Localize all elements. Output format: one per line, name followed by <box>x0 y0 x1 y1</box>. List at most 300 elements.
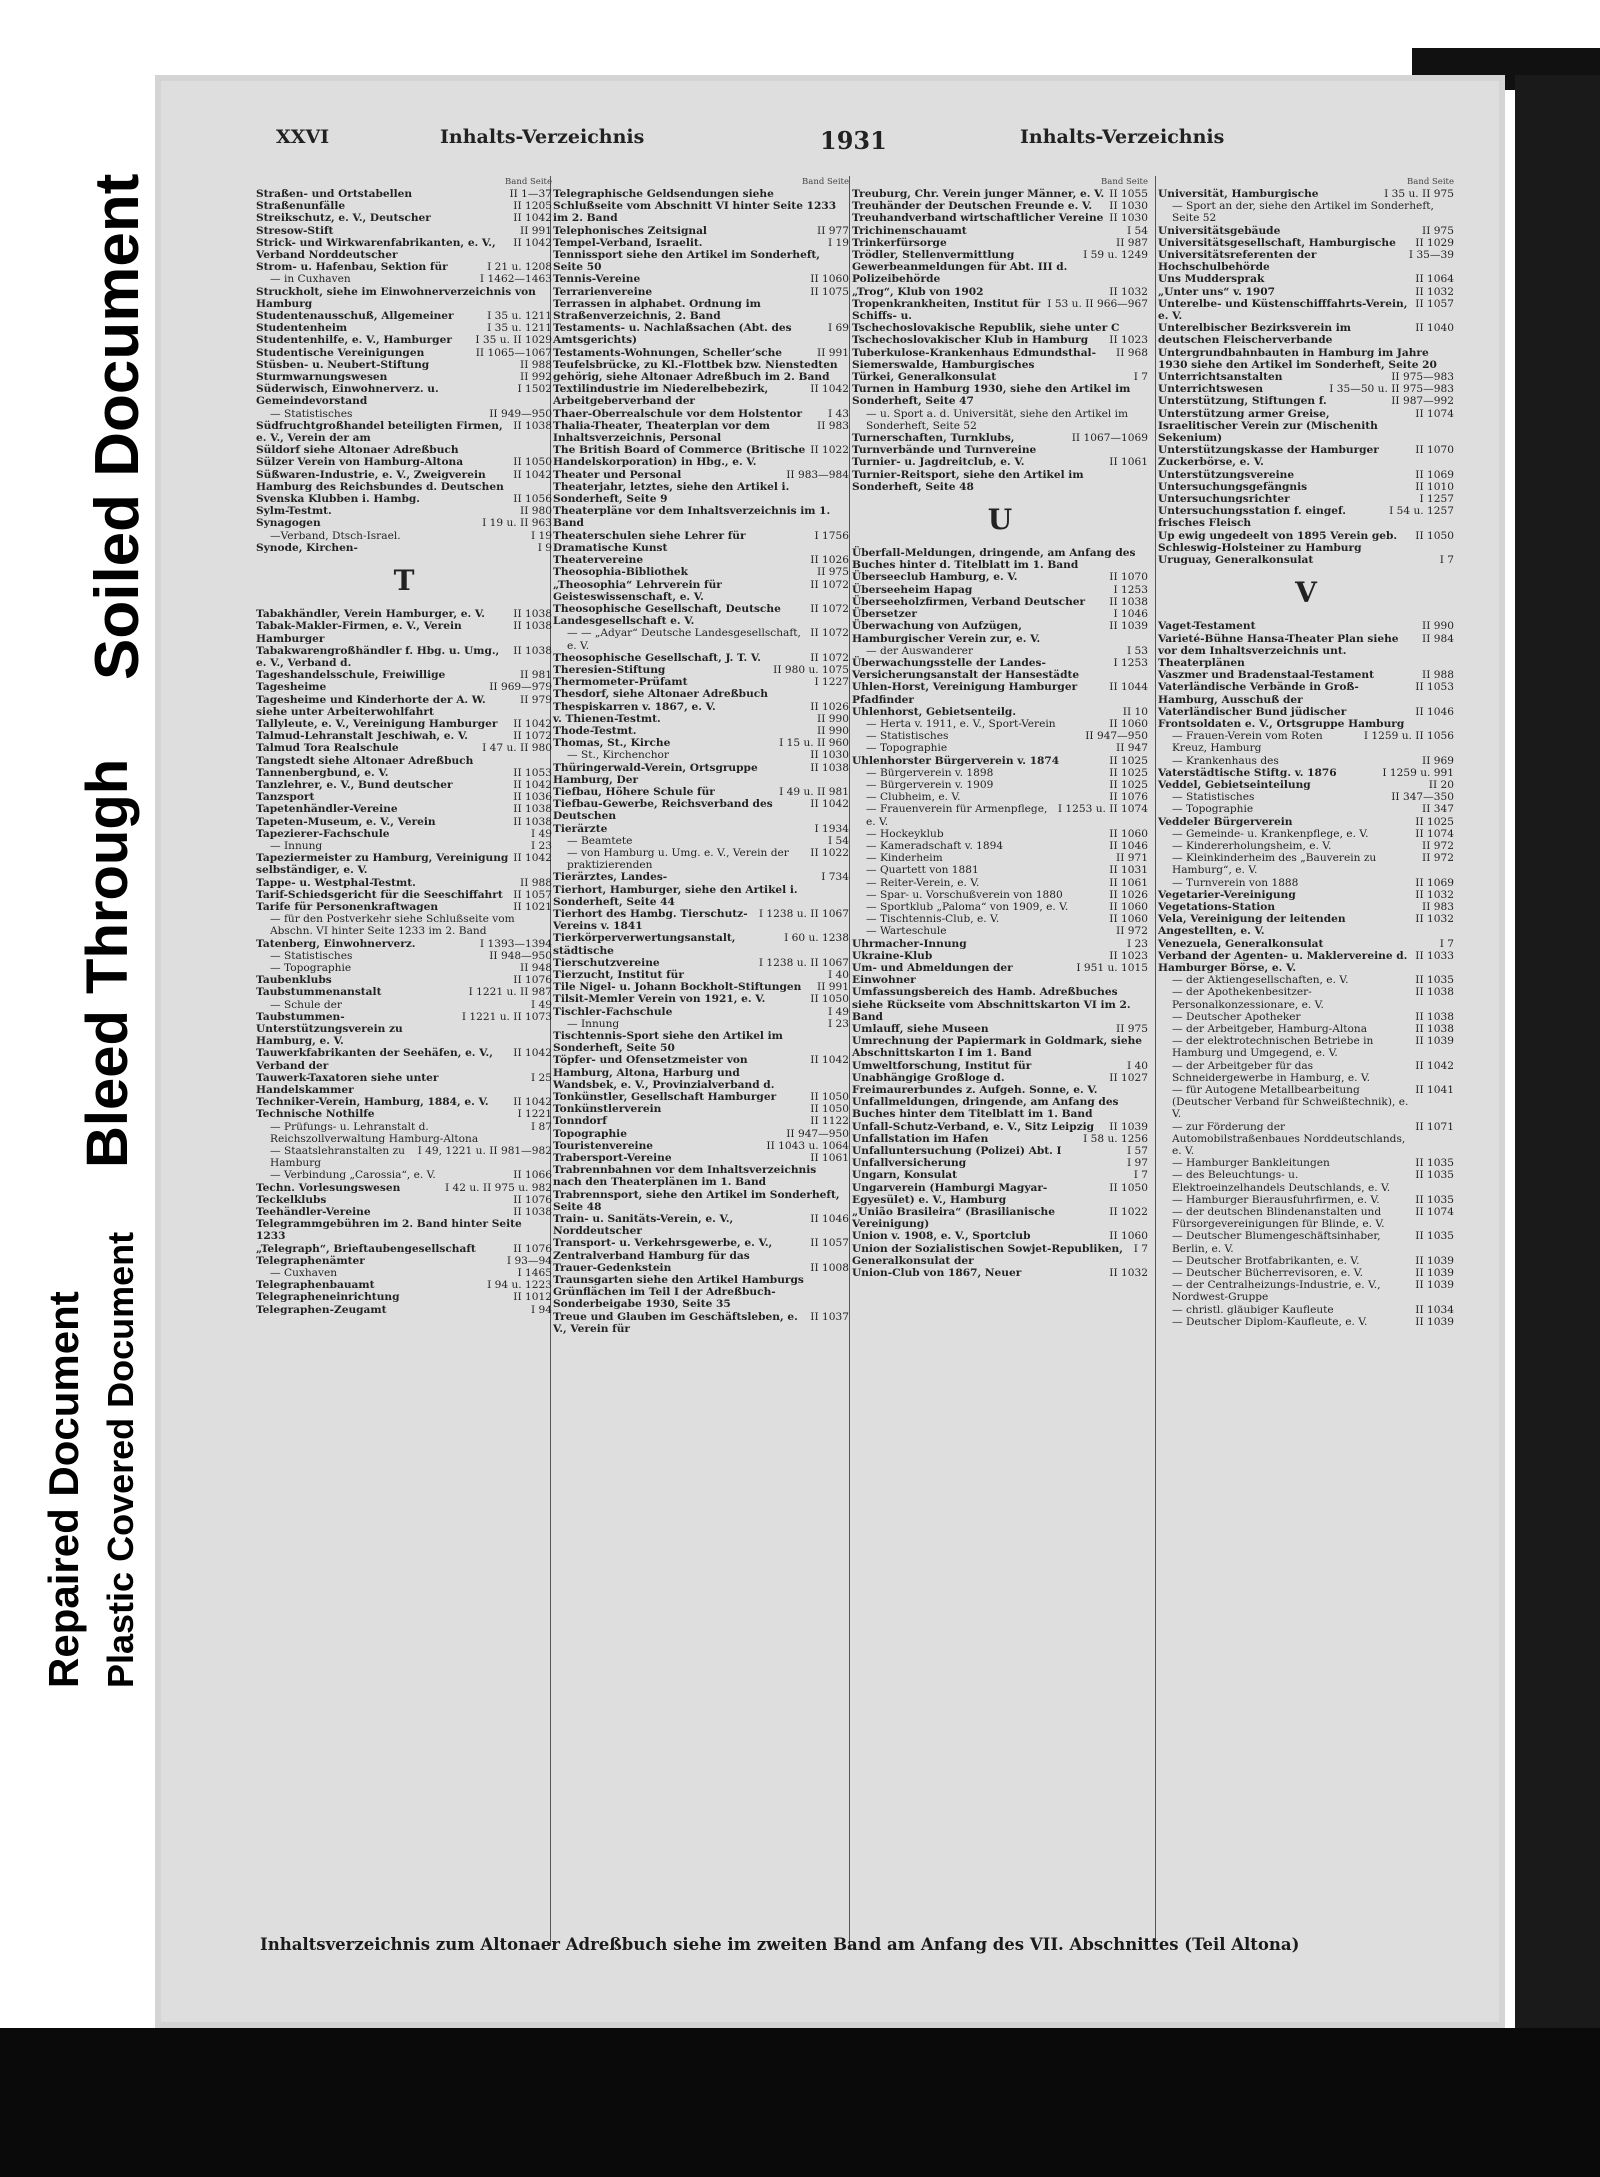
entry-reference: I 1253 <box>1113 583 1148 596</box>
index-entry <box>256 1121 552 1145</box>
entry-reference: I 1257 <box>1419 493 1454 506</box>
entry-reference: I 49 <box>827 1005 849 1018</box>
index-entry <box>852 1267 1148 1279</box>
entry-name: Touristenvereine <box>553 1139 654 1152</box>
entry-name: — Staatslehranstalten zu Hamburg <box>270 1145 406 1170</box>
entry-name: — Deutscher Blumengeschäftsinhaber, Berlin, e. V. <box>1172 1230 1381 1255</box>
index-entry <box>256 322 552 334</box>
scan-border-bottom <box>0 2028 1600 2177</box>
index-entry <box>1158 1316 1454 1328</box>
entry-name: Unterelbe- und Küstenschifffahrts-Verein, e. V. <box>1158 297 1408 323</box>
entry-reference: II 972 <box>1422 852 1454 865</box>
page-title-right: Inhalts-Verzeichnis <box>1020 126 1225 148</box>
index-entry <box>852 767 1148 779</box>
entry-name: Tiefbau, Höhere Schule für <box>553 785 715 798</box>
entry-name: Talmud Tora Realschule <box>256 742 399 755</box>
index-entry <box>553 469 849 481</box>
entry-reference: I 1238 u. II 1067 <box>758 956 849 969</box>
entry-reference: II 1064 <box>1415 273 1454 286</box>
entry-name: Svenska Klubben i. Hambg. <box>256 493 420 506</box>
column-heading: Band Seite <box>802 177 849 187</box>
entry-name: Stüsben- u. Neubert-Stiftung <box>256 358 430 371</box>
index-column-4 <box>1158 176 1454 1328</box>
index-entry <box>256 791 552 803</box>
column-divider <box>849 176 850 1946</box>
entry-reference: II 1072 <box>810 627 849 640</box>
index-entry <box>852 657 1148 681</box>
entry-reference: II 1025 <box>1415 815 1454 828</box>
index-entry <box>852 456 1148 468</box>
entry-name: Süßwaren-Industrie, e. V., Zweigverein Hamburg des Reichsbundes d. Deutschen <box>256 468 504 493</box>
entry-reference: II 1069 <box>1415 876 1454 889</box>
index-entry <box>852 347 1148 371</box>
index-entry <box>1158 1255 1454 1267</box>
entry-reference: II 988 <box>520 358 552 371</box>
entry-reference: I 734 <box>821 871 849 884</box>
entry-reference: II 1038 <box>1109 595 1148 608</box>
entry-reference: II 1076 <box>513 974 552 987</box>
index-entry <box>1158 1060 1454 1084</box>
index-entry <box>256 1291 552 1303</box>
index-entry <box>256 310 552 322</box>
entry-reference: II 1056 <box>513 493 552 506</box>
index-entry <box>553 1115 849 1127</box>
entry-name: Theosophia-Bibliothek <box>553 566 688 579</box>
entry-name: Tabakhändler, Verein Hamburger, e. V. <box>256 608 485 621</box>
entry-name: v. Thienen-Testmt. <box>553 712 661 725</box>
entry-reference: II 1039 <box>1415 1035 1454 1048</box>
index-entry <box>256 962 552 974</box>
entry-name: — für den Postverkehr siehe Schlußseite vom Abschn. VI hinter Seite 1233 im 2. Band <box>270 913 515 938</box>
index-entry <box>852 828 1148 840</box>
entry-name: „Unter uns“ v. 1907 <box>1158 285 1276 298</box>
entry-reference: I 54 u. 1257 <box>1389 505 1454 518</box>
index-entry <box>852 596 1148 608</box>
index-entry <box>1158 1121 1454 1158</box>
entry-name: Theosophische Gesellschaft, Deutsche Landesgesellschaft e. V. <box>553 602 781 628</box>
entry-reference: II 987—992 <box>1391 395 1454 408</box>
entry-reference: II 1122 <box>810 1115 849 1128</box>
index-entry <box>256 694 552 718</box>
entry-name: Tonndorf <box>553 1115 607 1128</box>
entry-name: Uhlenhorst, Gebietsenteilg. <box>852 705 1017 718</box>
index-entry <box>1158 273 1454 285</box>
entry-name: Umfassungsbereich des Hamb. Adreßbuches siehe Rückseite vom Abschnittskarton VI im 2. Band <box>852 986 1131 1023</box>
index-entry <box>1158 901 1454 913</box>
entry-reference: II 1065—1067 <box>475 346 552 359</box>
entry-name: Tischtennis-Sport siehe den Artikel im Sonderheft, Seite 50 <box>553 1030 783 1055</box>
entry-reference: I 1259 u. II 1056 <box>1363 730 1454 743</box>
entry-reference: II 977 <box>817 224 849 237</box>
column-divider <box>1155 176 1156 1946</box>
entry-name: Theatervereine <box>553 554 644 567</box>
index-entry <box>1158 681 1454 705</box>
index-entry <box>553 188 849 225</box>
entry-reference: II 1039 <box>1109 620 1148 633</box>
entry-name: Ungarn, Konsulat <box>852 1169 958 1182</box>
entry-reference: I 59 u. 1249 <box>1083 249 1148 262</box>
entry-name: Textilindustrie im Niederelbebezirk, Arbeitgeberverband der <box>553 383 769 408</box>
entry-reference: I 69 <box>827 322 849 335</box>
entry-name: Terrassen in alphabet. Ordnung im Straßenverzeichnis, 2. Band <box>553 297 761 323</box>
index-entry <box>1158 803 1454 815</box>
page-year: 1931 <box>820 126 887 155</box>
entry-reference: I 7 <box>1439 554 1454 567</box>
index-entry <box>1158 877 1454 889</box>
entry-name: — von Hamburg u. Umg. e. V., Verein der praktizierenden <box>567 846 789 872</box>
entry-name: Telegraphenämter <box>256 1254 365 1267</box>
index-entry <box>256 938 552 950</box>
entry-reference: I 49, 1221 u. II 981—982 <box>417 1145 552 1158</box>
entry-name: Trödler, Stellenvermittlung Gewerbeanmeldungen für Abt. III d. Polizeibehörde <box>852 249 1068 286</box>
entry-reference: II 1042 <box>513 468 552 481</box>
entry-name: Übersetzer <box>852 608 917 621</box>
index-entry <box>256 261 552 273</box>
entry-reference: II 1032 <box>1415 285 1454 298</box>
entry-name: Tagesheime und Kinderhorte der A. W. siehe unter Arbeiterwohlfahrt <box>256 693 486 718</box>
entry-name: Train- u. Sanitäts-Verein, e. V., Norddeutscher <box>553 1213 734 1238</box>
index-entry <box>256 986 552 998</box>
entry-name: — Deutscher Diplom-Kaufleute, e. V. <box>1172 1315 1368 1328</box>
entry-name: Union der Sozialistischen Sowjet-Republiken, Generalkonsulat der <box>852 1242 1123 1267</box>
index-entry <box>852 913 1148 925</box>
index-entry <box>553 530 849 554</box>
index-entry <box>256 1206 552 1218</box>
entry-name: Sylm-Testmt. <box>256 505 332 518</box>
index-entry <box>1158 889 1454 901</box>
entry-name: — Topographie <box>866 742 948 755</box>
entry-name: Tanzsport <box>256 791 315 804</box>
index-entry <box>553 1213 849 1237</box>
entry-name: Tarif-Schiedsgericht für die Seeschiffahrt <box>256 888 503 901</box>
entry-reference: II 1057 <box>1415 297 1454 310</box>
index-entry <box>852 469 1148 493</box>
entry-reference: II 990 <box>817 724 849 737</box>
index-entry <box>852 408 1148 432</box>
index-entry <box>852 852 1148 864</box>
entry-name: Union-Club von 1867, Neuer <box>852 1267 1022 1280</box>
entry-reference: II 1042 <box>513 1096 552 1109</box>
entry-reference: II 1043 u. 1064 <box>766 1139 849 1152</box>
index-entry <box>256 828 552 840</box>
index-entry <box>1158 755 1454 767</box>
entry-name: — Hockeyklub <box>866 827 944 840</box>
entry-reference: I 1046 <box>1113 608 1148 621</box>
entry-name: Vaszmer und Bradenstaal-Testament <box>1158 669 1374 682</box>
stamp-bleed-through: Bleed Through <box>75 758 140 1168</box>
entry-name: Streikschutz, e. V., Deutscher <box>256 212 431 225</box>
entry-name: Thesdorf, siehe Altonaer Adreßbuch <box>553 688 768 701</box>
index-entry <box>852 962 1148 986</box>
index-entry <box>1158 938 1454 950</box>
index-entry <box>256 530 552 542</box>
stamp-repaired: Repaired Document <box>40 1291 87 1688</box>
entry-reference: II 1069 <box>1415 468 1454 481</box>
entry-name: Tapezierer-Fachschule <box>256 827 390 840</box>
entry-reference: II 972 <box>1116 925 1148 938</box>
entry-reference: I 1465 <box>517 1267 552 1280</box>
entry-reference: II 1076 <box>513 1193 552 1206</box>
index-entry <box>256 816 552 828</box>
entry-reference: I 1221 <box>517 1108 552 1121</box>
column-heading: Band Seite <box>1101 177 1148 187</box>
index-entry <box>553 1091 849 1103</box>
entry-reference: II 1038 <box>513 1206 552 1219</box>
entry-reference: I 1934 <box>814 822 849 835</box>
index-entry <box>1158 481 1454 493</box>
index-entry <box>1158 791 1454 803</box>
entry-name: Süderwisch, Einwohnerverz. u. Gemeindevorstand <box>256 383 439 408</box>
index-entry <box>553 847 849 871</box>
entry-name: Turnier- u. Jagdreitclub, e. V. <box>852 456 1025 469</box>
entry-reference: II 1046 <box>1415 705 1454 718</box>
entry-reference: I 35 u. II 975 <box>1384 188 1454 200</box>
entry-name: — für Autogene Metallbearbeitung (Deutscher Verband für Schweißtechnik), e. V. <box>1172 1084 1409 1121</box>
entry-name: — Krankenhaus des <box>1172 754 1279 767</box>
index-entry <box>852 645 1148 657</box>
entry-reference: II 1025 <box>1109 766 1148 779</box>
entry-reference: II 1042 <box>513 778 552 791</box>
index-entry <box>256 852 552 876</box>
index-entry <box>852 620 1148 644</box>
entry-name: Türkei, Generalkonsulat <box>852 371 997 384</box>
entry-reference: I 35 u. 1211 <box>487 322 552 335</box>
entry-name: Tierhort des Hambg. Tierschutz-Vereins v. 1841 <box>553 907 748 933</box>
entry-name: — u. Sport a. d. Universität, siehe den Artikel im Sonderheft, Seite 52 <box>866 407 1129 432</box>
entry-reference: II 1053 <box>1415 681 1454 694</box>
entry-name: Tageshandelsschule, Freiwillige <box>256 669 446 682</box>
entry-name: Tschechoslovakische Republik, siehe unter C <box>852 322 1120 335</box>
entry-name: Stresow-Stift <box>256 224 334 237</box>
entry-reference: II 1038 <box>513 803 552 816</box>
entry-reference: I 1221 u. II 987 <box>468 986 552 999</box>
entry-name: Strom- u. Hafenbau, Sektion für <box>256 261 448 274</box>
entry-name: — Topographie <box>270 961 352 974</box>
index-entry <box>256 803 552 815</box>
entry-name: — Kindererholungsheim, e. V. <box>1172 839 1332 852</box>
index-entry <box>553 1006 849 1018</box>
entry-reference: II 1022 <box>1109 1206 1148 1219</box>
entry-name: Uhrmacher-Innung <box>852 937 967 950</box>
entry-reference: II 1055 <box>1109 188 1148 200</box>
entry-name: Telegrapheneinrichtung <box>256 1291 400 1304</box>
entry-reference: II 981 <box>520 669 552 682</box>
index-entry <box>852 383 1148 407</box>
entry-reference: I 58 u. 1256 <box>1083 1132 1148 1145</box>
index-entry <box>852 755 1148 767</box>
index-entry <box>852 864 1148 876</box>
entry-name: Tilsit-Memler Verein von 1921, e. V. <box>553 993 766 1006</box>
index-entry <box>852 938 1148 950</box>
entry-name: Tauwerkfabrikanten der Seehäfen, e. V., Verband der <box>256 1047 493 1072</box>
entry-name: — Kleinkinderheim des „Bauverein zu Hamburg“, e. V. <box>1172 852 1377 877</box>
entry-name: Transport- u. Verkehrsgewerbe, e. V., Zentralverband Hamburg für das <box>553 1237 773 1262</box>
entry-name: Unabhängige Großloge d. Freimaurerbundes z. Aufgeh. Sonne, e. V. <box>852 1071 1098 1097</box>
entry-reference: I 49 <box>530 998 552 1011</box>
entry-reference: II 1046 <box>1109 839 1148 852</box>
entry-reference: II 347—350 <box>1391 791 1454 804</box>
entry-name: Tappe- u. Westphal-Testmt. <box>256 876 416 889</box>
index-entry <box>256 408 552 420</box>
index-entry <box>256 383 552 407</box>
index-entry <box>852 225 1148 237</box>
entry-name: Uns Muddersprak <box>1158 273 1265 286</box>
entry-name: Trabrennbahnen vor dem Inhaltsverzeichnis nach den Theaterplänen im 1. Band <box>553 1164 817 1189</box>
entry-name: — der elektrotechnischen Betriebe in Hamburg und Umgegend, e. V. <box>1172 1035 1374 1060</box>
entry-name: Trabersport-Vereine <box>553 1152 672 1165</box>
index-entry <box>256 681 552 693</box>
entry-name: Varieté-Bühne Hansa-Theater Plan siehe vor dem Inhaltsverzeichnis unt. Theaterplänen <box>1158 632 1399 669</box>
entry-name: — der Arbeitgeber für das Schneidergewerbe in Hamburg, e. V. <box>1172 1059 1371 1084</box>
entry-reference: II 1042 <box>810 798 849 811</box>
entry-name: Treuburg, Chr. Verein junger Männer, e. V. <box>852 188 1105 200</box>
index-entry <box>256 645 552 669</box>
index-entry <box>1158 200 1454 224</box>
index-entry <box>553 1054 849 1091</box>
entry-reference: II 1031 <box>1109 864 1148 877</box>
index-entry <box>852 584 1148 596</box>
entry-reference: II 1074 <box>1415 1206 1454 1219</box>
column-heading: Band Seite <box>1407 177 1454 187</box>
entry-name: Technische Nothilfe <box>256 1108 375 1121</box>
index-entry <box>852 1145 1148 1157</box>
entry-name: — Hamburger Bierausfuhrfirmen, e. V. <box>1172 1193 1380 1206</box>
entry-reference: II 988 <box>1422 669 1454 682</box>
entry-name: Tierschutzvereine <box>553 956 660 969</box>
index-entry <box>256 1218 552 1242</box>
entry-reference: II 1205 <box>513 200 552 213</box>
index-entry <box>1158 395 1454 407</box>
index-entry <box>256 1145 552 1169</box>
index-entry <box>1158 1279 1454 1303</box>
index-entry <box>1158 913 1454 937</box>
entry-name: Tatenberg, Einwohnerverz. <box>256 937 416 950</box>
entry-reference: I 1502 <box>517 383 552 396</box>
section-letter: T <box>393 564 415 598</box>
index-entry <box>852 877 1148 889</box>
entry-reference: I 1756 <box>814 529 849 542</box>
entry-name: Töpfer- und Ofensetzmeister von Hamburg, Altona, Harburg und Wandsbek, e. V., Provinzialverband d. <box>553 1054 775 1091</box>
entry-reference: I 1227 <box>814 676 849 689</box>
entry-reference: I 23 <box>827 1017 849 1030</box>
entry-name: — Prüfungs- u. Lehranstalt d. Reichszollverwaltung Hamburg-Altona <box>270 1120 479 1145</box>
index-entry <box>553 1164 849 1188</box>
index-entry <box>256 974 552 986</box>
index-entry <box>553 957 849 969</box>
entry-name: Union v. 1908, e. V., Sportclub <box>852 1230 1031 1243</box>
entry-name: — in Cuxhaven <box>270 273 351 286</box>
entry-name: Taubstummen-Unterstützungsverein zu Hamburg, e. V. <box>256 1010 403 1048</box>
entry-name: Trauer-Gedenkstein <box>553 1261 672 1274</box>
entry-reference: II 1050 <box>810 993 849 1006</box>
index-entry <box>553 688 849 700</box>
entry-name: Unfall-Schutz-Verband, e. V., Sitz Leipzig <box>852 1120 1095 1133</box>
entry-reference: II 1038 <box>1415 1023 1454 1035</box>
entry-name: Untersuchungsgefängnis <box>1158 480 1308 493</box>
entry-reference: II 1057 <box>513 888 552 901</box>
entry-reference: II 990 <box>817 712 849 725</box>
entry-reference: II 1035 <box>1415 1169 1454 1182</box>
entry-name: „Telegraph“, Brieftaubengesellschaft <box>256 1242 476 1255</box>
index-entry <box>852 371 1148 383</box>
entry-name: —Verband, Dtsch-Israel. <box>270 529 401 542</box>
index-entry <box>852 547 1148 571</box>
index-entry <box>256 730 552 742</box>
entry-name: Tapetenhändler-Vereine <box>256 803 398 816</box>
entry-name: Universitätsreferenten der Hochschulbehörde <box>1158 249 1317 274</box>
index-entry <box>553 993 849 1005</box>
index-entry <box>553 823 849 835</box>
entry-reference: II 1039 <box>1415 1315 1454 1328</box>
entry-name: Südfruchtgroßhandel beteiligten Firmen, e. V., Verein der am <box>256 419 503 445</box>
entry-name: Studentenheim <box>256 322 348 335</box>
entry-reference: II 1075 <box>810 285 849 298</box>
index-entry <box>553 1140 849 1152</box>
index-entry <box>1158 493 1454 505</box>
entry-name: Untersuchungsrichter <box>1158 493 1290 506</box>
entry-name: Vaterstädtische Stiftg. v. 1876 <box>1158 766 1337 779</box>
index-entry <box>256 620 552 644</box>
entry-name: Tropenkrankheiten, Institut für Schiffs- u. <box>852 297 1041 323</box>
index-entry <box>256 456 552 468</box>
entry-name: Traunsgarten siehe den Artikel Hamburgs Grünflächen im Teil I der Adreßbuch-Sonderbeigabe 1930, Seite 35 <box>553 1274 804 1311</box>
index-entry <box>1158 840 1454 852</box>
index-entry <box>553 603 849 627</box>
entry-name: — der deutschen Blindenanstalten und Fürsorgevereinigungen für Blinde, e. V. <box>1172 1206 1385 1231</box>
entry-name: Uhlenhorster Bürgerverein v. 1874 <box>852 754 1060 767</box>
index-entry <box>1158 286 1454 298</box>
entry-reference: I 7 <box>1439 937 1454 950</box>
entry-name: Teckelklubs <box>256 1193 327 1206</box>
index-entry <box>256 493 552 505</box>
entry-name: „União Brasileira“ (Brasilianische Vereinigung) <box>852 1206 1055 1231</box>
index-entry <box>553 298 849 322</box>
entry-name: Telegraphen-Zeugamt <box>256 1303 387 1316</box>
entry-name: Vaterländischer Bund jüdischer Frontsoldaten e. V., Ortsgruppe Hamburg <box>1158 705 1405 730</box>
entry-name: Unterstützungsvereine <box>1158 468 1295 481</box>
index-entry <box>256 1108 552 1120</box>
index-entry <box>256 608 552 620</box>
entry-name: — Innung <box>270 839 323 852</box>
entry-name: Überfall-Meldungen, dringende, am Anfang des Buches hinter d. Titelblatt im 1. Band <box>852 547 1136 572</box>
entry-name: Treuhandverband wirtschaftlicher Vereine <box>852 212 1104 225</box>
index-entry <box>1158 347 1454 371</box>
entry-name: — zur Förderung der Automobilstraßenbaues Norddeutschlands, e. V. <box>1172 1120 1406 1158</box>
entry-reference: II 1072 <box>810 578 849 591</box>
entry-name: Turnier-Reitsport, siehe den Artikel im Sonderheft, Seite 48 <box>852 468 1084 493</box>
entry-reference: II 1042 <box>513 1047 552 1060</box>
index-entry <box>256 505 552 517</box>
entry-name: — Quartett von 1881 <box>866 864 979 877</box>
entry-reference: II 1053 <box>513 766 552 779</box>
index-entry <box>256 889 552 901</box>
entry-name: „Trog“, Klub von 1902 <box>852 285 984 298</box>
index-entry <box>256 225 552 237</box>
entry-reference: I 21 u. 1208 <box>487 261 552 274</box>
entry-reference: II 1026 <box>810 554 849 567</box>
index-entry <box>553 554 849 566</box>
entry-reference: II 1023 <box>1109 949 1148 962</box>
index-entry <box>852 986 1148 1023</box>
index-entry <box>852 1133 1148 1145</box>
entry-reference: II 1030 <box>1109 200 1148 213</box>
index-entry <box>553 566 849 578</box>
entry-name: — Deutscher Bücherrevisoren, e. V. <box>1172 1267 1363 1280</box>
index-entry <box>256 469 552 493</box>
entry-reference: II 980 <box>520 505 552 518</box>
entry-name: Unterrichtswesen <box>1158 383 1264 396</box>
entry-reference: II 983—984 <box>786 468 849 481</box>
